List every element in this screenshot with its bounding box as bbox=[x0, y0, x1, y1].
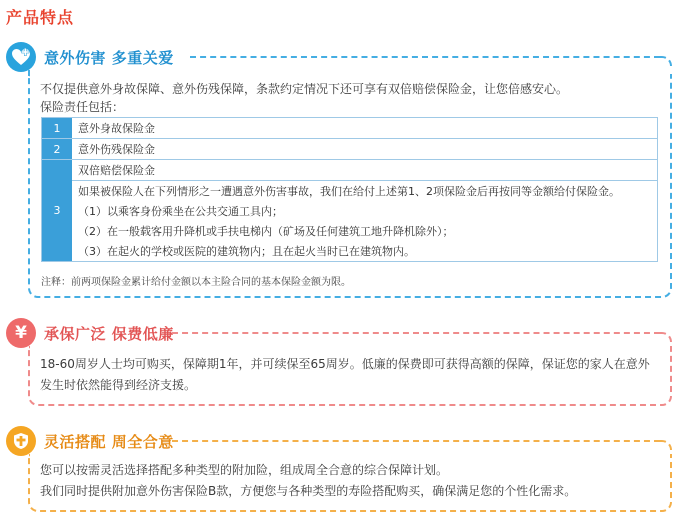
row-line: （1）以乘客身份乘坐在公共交通工具内； bbox=[78, 205, 283, 218]
section-wide-coverage bbox=[0, 316, 680, 408]
section-intro: 不仅提供意外身故保障、意外伤残保障，条款约定情况下还可享有双倍赔偿保险金，让您倍感安心。 bbox=[40, 82, 569, 96]
row-number: 1 bbox=[42, 118, 72, 138]
row-number: 3 bbox=[42, 160, 72, 261]
row-number: 2 bbox=[42, 139, 72, 159]
row-text: 意外身故保险金 bbox=[78, 122, 155, 135]
divider bbox=[172, 440, 660, 442]
divider bbox=[660, 440, 672, 452]
divider bbox=[172, 332, 660, 334]
page-title: 产品特点 bbox=[6, 8, 75, 27]
table-row bbox=[42, 160, 657, 261]
divider bbox=[660, 332, 672, 344]
section-header bbox=[6, 40, 174, 74]
table-row bbox=[42, 139, 657, 160]
yuan-icon: ¥ bbox=[6, 318, 36, 348]
coverage-label: 保险责任包括： bbox=[40, 100, 125, 114]
row-line: 双倍赔偿保险金 bbox=[72, 160, 657, 181]
divider bbox=[660, 56, 672, 68]
section-title: 意外伤害 多重关爱 bbox=[44, 48, 174, 67]
section-title: 灵活搭配 周全合意 bbox=[44, 432, 174, 451]
row-text: 意外伤残保险金 bbox=[78, 143, 155, 156]
section-title: 承保广泛 保费低廉 bbox=[44, 324, 174, 343]
section-flexible bbox=[0, 424, 680, 514]
shield-cross-icon bbox=[6, 426, 36, 456]
text-line: 我们同时提供附加意外伤害保险B款，方便您与各种类型的寿险搭配购买，确保满足您的个性化需求。 bbox=[40, 484, 577, 498]
coverage-table bbox=[41, 117, 658, 262]
row-text-multi bbox=[72, 160, 657, 261]
table-row bbox=[42, 118, 657, 139]
section-header bbox=[6, 316, 174, 350]
footnote: 注释：前两项保险金累计给付金额以本主险合同的基本保险金额为限。 bbox=[41, 277, 351, 288]
section-header bbox=[6, 424, 174, 458]
section-text bbox=[40, 460, 660, 502]
text-line: 您可以按需灵活选择搭配多种类型的附加险，组成周全合意的综合保障计划。 bbox=[40, 463, 449, 477]
divider bbox=[190, 56, 660, 58]
section-accident-care bbox=[0, 40, 680, 302]
heart-plus-icon bbox=[6, 42, 36, 72]
row-line: （3）在起火的学校或医院的建筑物内；且在起火当时已在建筑物内。 bbox=[78, 245, 415, 258]
section-text: 18-60周岁人士均可购买，保障期1年，并可续保至65周岁。低廉的保费即可获得高额的保障，保证您的家人在意外发生时依然能得到经济支援。 bbox=[40, 357, 650, 392]
row-line: 如果被保险人在下列情形之一遭遇意外伤害事故，我们在给付上述第1、2项保险金后再按同等金额给付保险金。 bbox=[78, 185, 620, 198]
row-line: （2）在一般载客用升降机或手扶电梯内（矿场及任何建筑工地升降机除外）； bbox=[78, 225, 454, 238]
